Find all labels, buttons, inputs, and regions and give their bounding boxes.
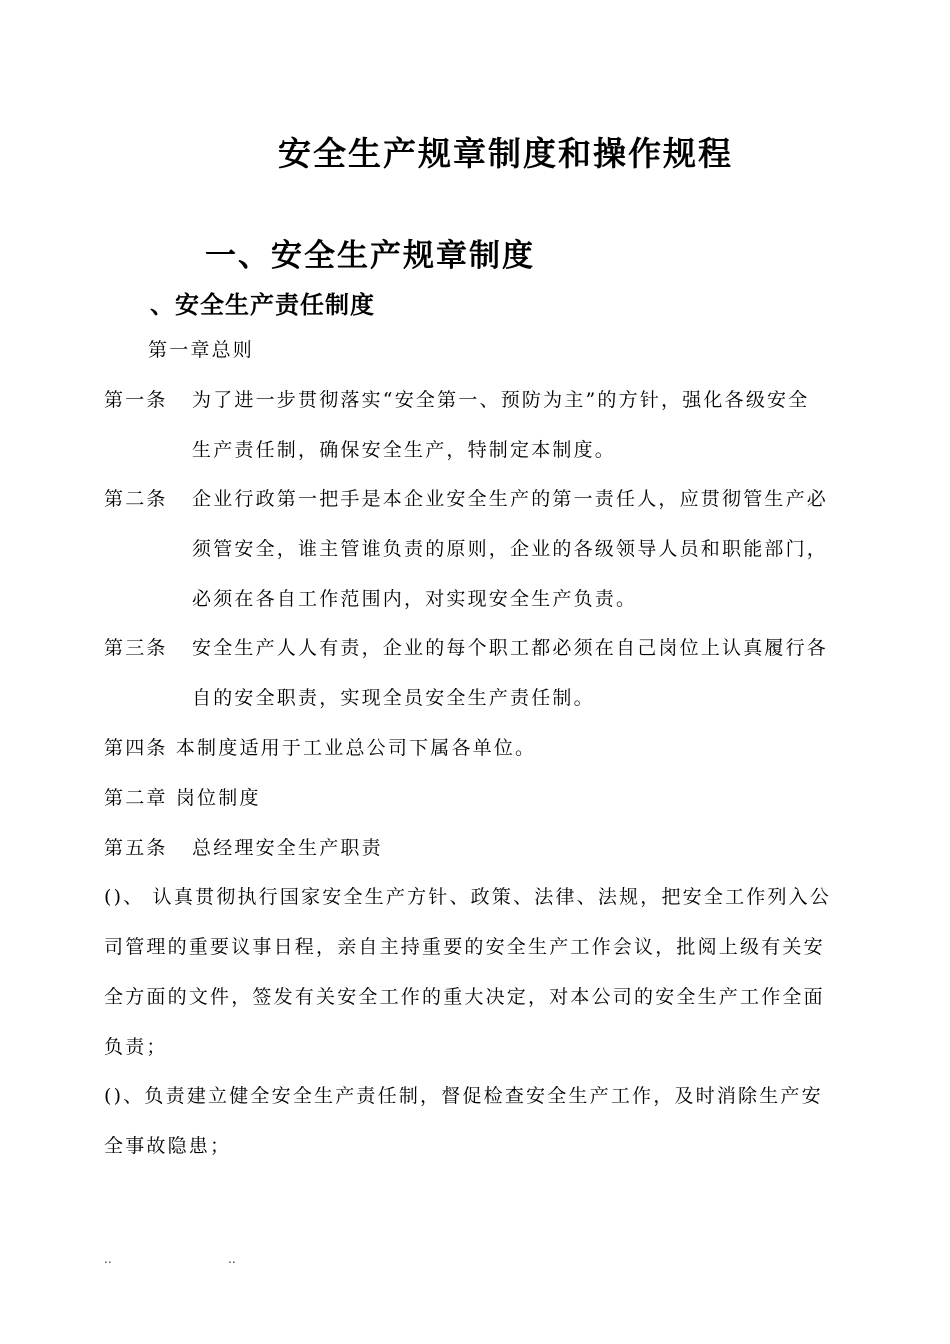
article-1-text: 为了进一步贯彻落实“安全第一、预防为主”的方针，强化各级安全 <box>192 389 810 411</box>
item-1-line-3: 全方面的文件，签发有关安全工作的重大决定，对本公司的安全生产工作全面 <box>104 986 825 1008</box>
article-3-line-2: 自的安全职责，实现全员安全生产责任制。 <box>192 687 595 709</box>
article-2-text: 企业行政第一把手是本企业安全生产的第一责任人，应贯彻管生产必 <box>192 488 829 510</box>
part-heading: 一、安全生产规章制度 <box>205 238 535 274</box>
item-2-line-1: ()、负责建立健全安全生产责任制，督促检查安全生产工作，及时消除生产安 <box>104 1085 823 1107</box>
article-2-line-2: 须管安全，谁主管谁负责的原则，企业的各级领导人员和职能部门， <box>192 538 829 560</box>
article-1-label: 第一条 <box>104 389 168 411</box>
chapter-2-heading: 第二章 岗位制度 <box>104 787 261 809</box>
article-3-label: 第三条 <box>104 637 168 659</box>
article-4: 第四条 本制度适用于工业总公司下属各单位。 <box>104 737 537 759</box>
article-5-label: 第五条 <box>104 837 168 859</box>
item-1-line-4: 负责； <box>104 1036 168 1058</box>
article-3-line-1 <box>104 636 828 660</box>
article-5-text: 总经理安全生产职责 <box>192 837 383 859</box>
article-2-line-3: 必须在各自工作范围内，对实现安全生产负责。 <box>192 588 638 610</box>
section-heading: 、安全生产责任制度 <box>150 290 375 319</box>
footer-mark-right: .. <box>228 1252 236 1266</box>
chapter-1-heading: 第一章总则 <box>148 339 255 361</box>
item-2-line-2: 全事故隐患； <box>104 1135 232 1157</box>
footer-mark-left: .. <box>104 1252 112 1266</box>
article-2-label: 第二条 <box>104 488 168 510</box>
document-title: 安全生产规章制度和操作规程 <box>278 134 733 173</box>
article-2-line-1 <box>104 487 828 511</box>
item-1-line-1: ()、 认真贯彻执行国家安全生产方针、政策、法律、法规，把安全工作列入公 <box>104 886 832 908</box>
article-1-line-1 <box>104 388 809 412</box>
item-1-line-2: 司管理的重要议事日程，亲自主持重要的安全生产工作会议，批阅上级有关安 <box>104 936 825 958</box>
article-1-line-2: 生产责任制，确保安全生产，特制定本制度。 <box>192 439 617 461</box>
article-5 <box>104 836 383 860</box>
article-3-text: 安全生产人人有责，企业的每个职工都必须在自己岗位上认真履行各 <box>192 637 829 659</box>
